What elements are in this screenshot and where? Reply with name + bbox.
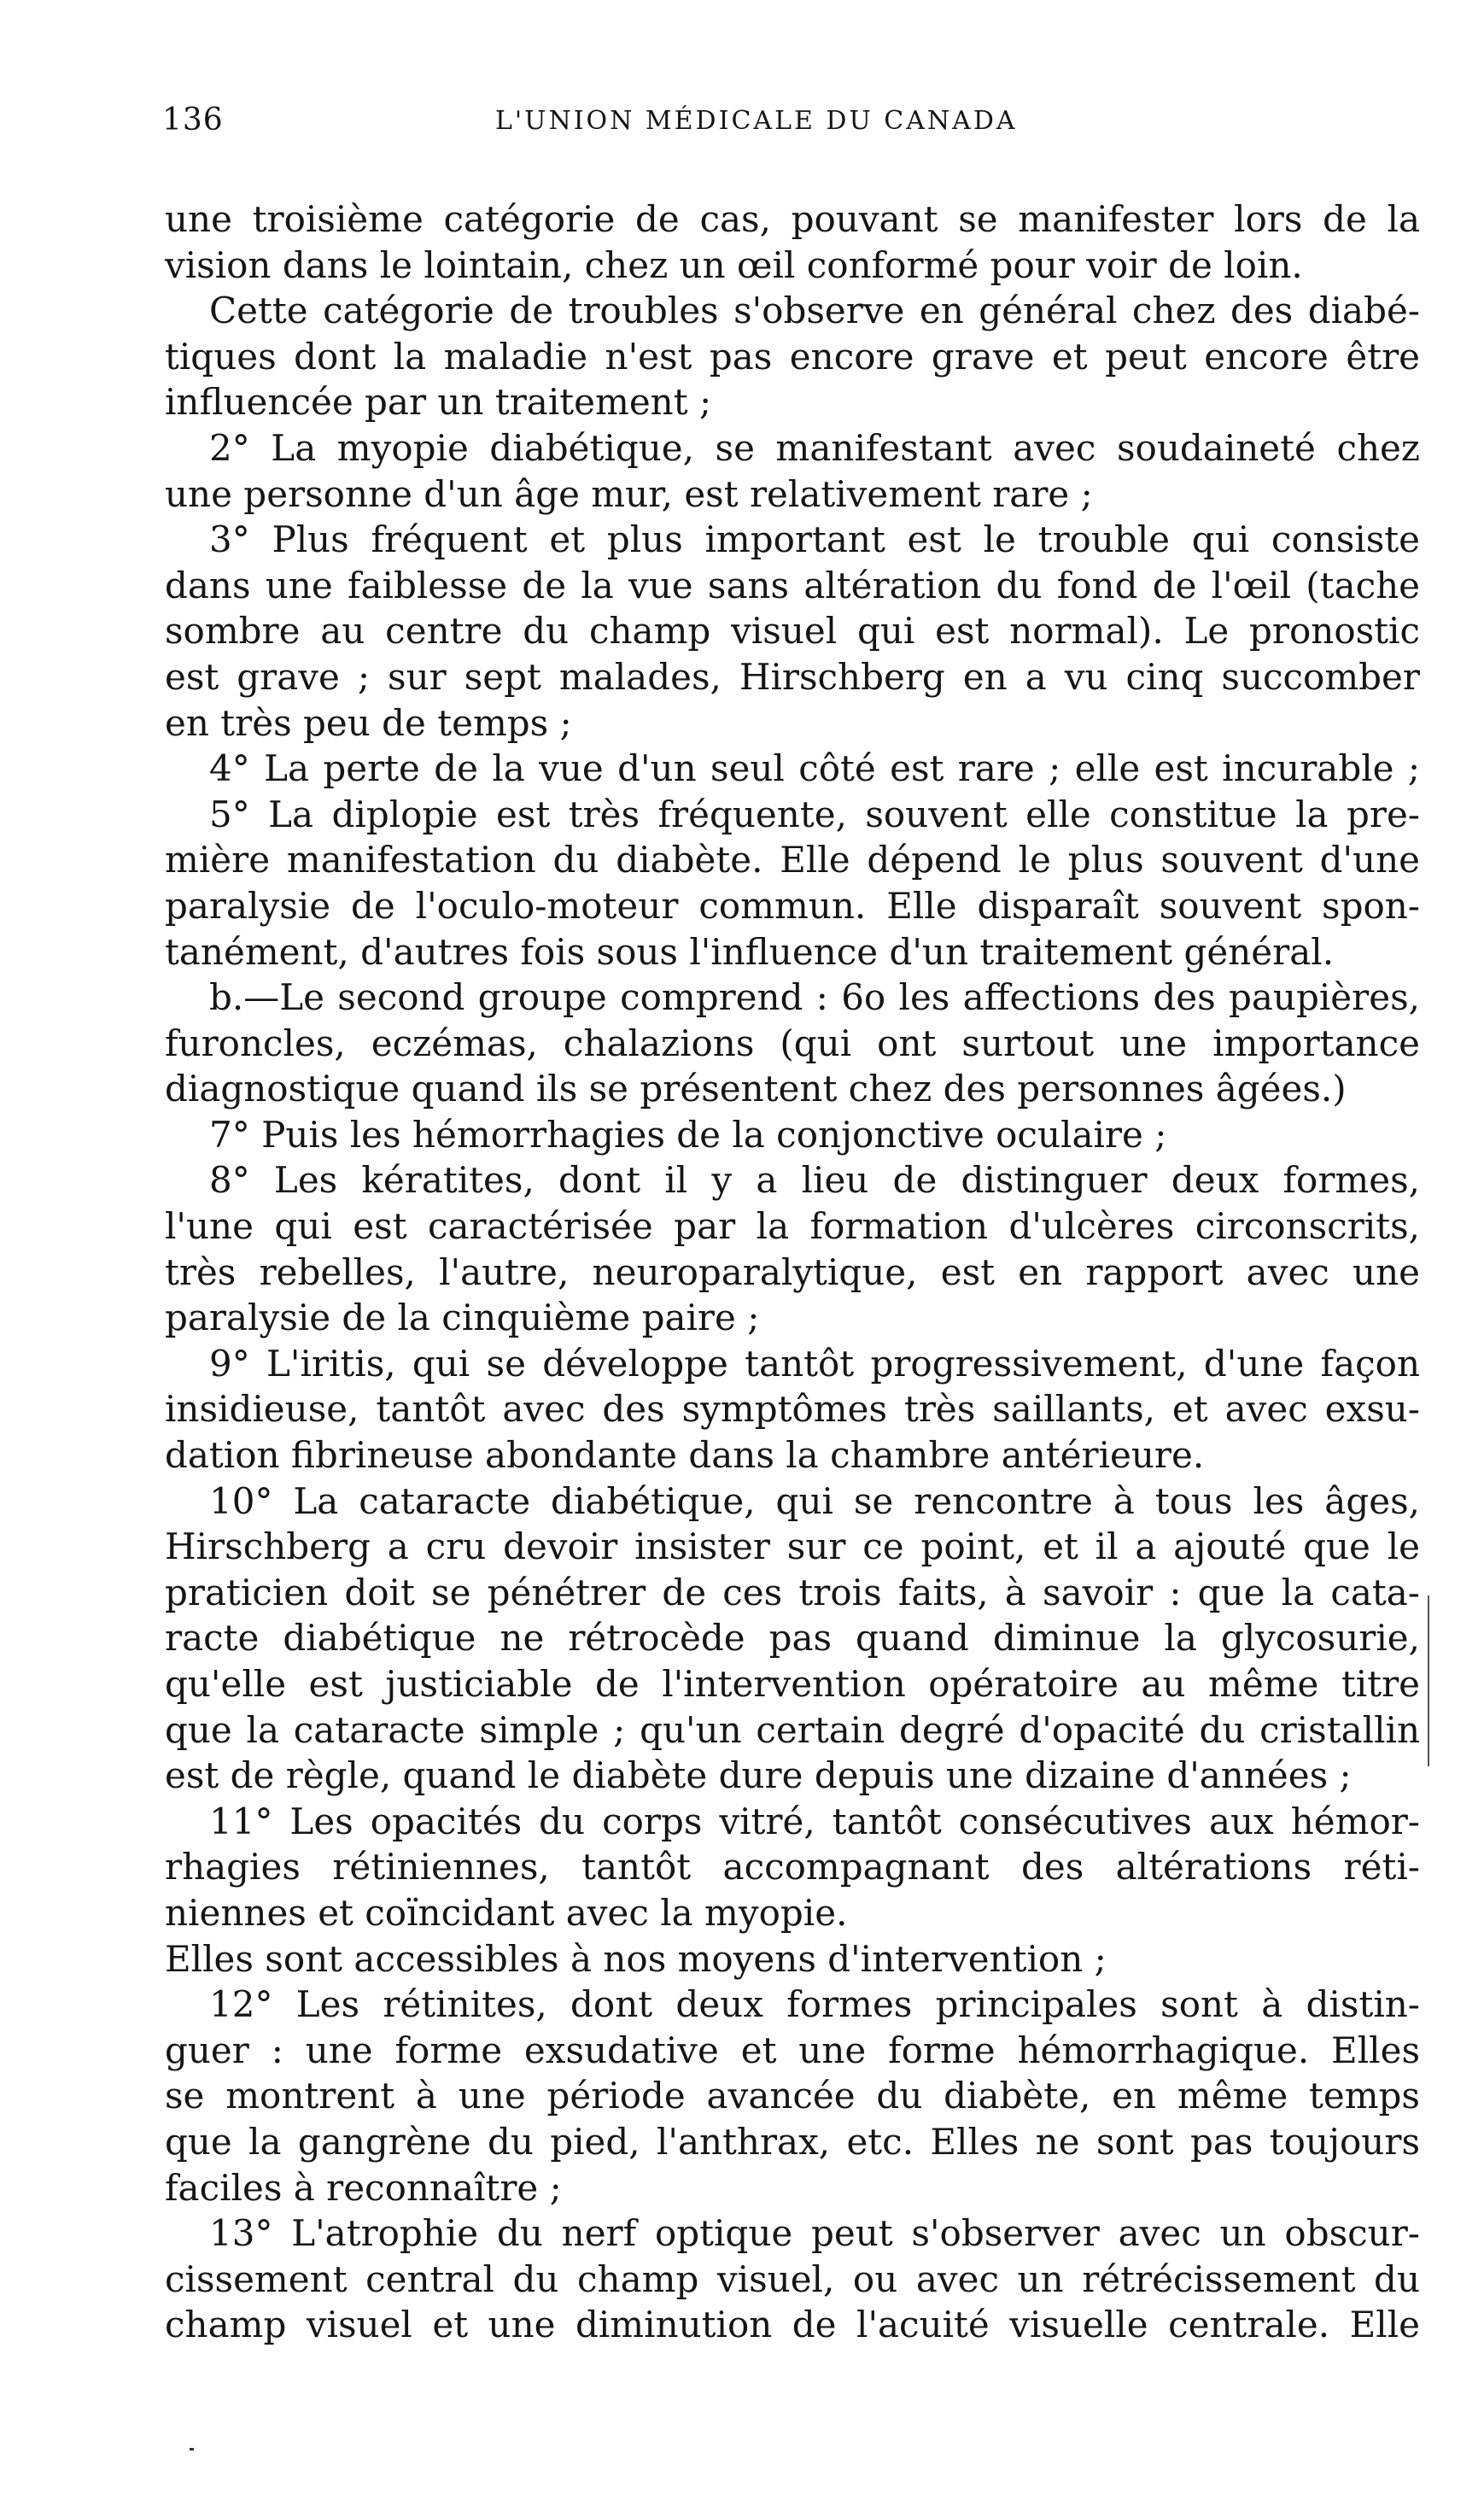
text-line: champ visuel et une diminution de l'acuité visuelle centrale. Elle: [165, 2304, 1420, 2346]
text-line: Elles sont accessibles à nos moyens d'intervention ;: [165, 1937, 1107, 1980]
text-line: paralysie de l'oculo-moteur commun. Elle disparaît souvent spon-: [165, 884, 1420, 927]
text-line: en très peu de temps ;: [165, 701, 572, 744]
page-number: 136: [162, 102, 224, 138]
text-line: diagnostique quand ils se présentent chez des personnes âgées.): [165, 1068, 1347, 1110]
text-line: très rebelles, l'autre, neuroparalytique, est en rapport avec une: [165, 1250, 1420, 1293]
text-line: 10° La cataracte diabétique, qui se rencontre à tous les âges,: [209, 1479, 1420, 1522]
text-line: est de règle, quand le diabète dure depuis une dizaine d'années ;: [165, 1754, 1352, 1797]
text-line: faciles à reconnaître ;: [165, 2166, 562, 2209]
text-line: l'une qui est caractérisée par la formation d'ulcères circonscrits,: [165, 1205, 1420, 1248]
text-line: qu'elle est justiciable de l'intervention opératoire au même titre: [165, 1663, 1420, 1705]
text-line: dans une faiblesse de la vue sans altération du fond de l'œil (tache: [165, 564, 1420, 606]
text-line: Hirschberg a cru devoir insister sur ce point, et il a ajouté que le: [165, 1525, 1420, 1568]
text-line: vision dans le lointain, chez un œil conformé pour voir de loin.: [165, 243, 1303, 286]
text-line: que la cataracte simple ; qu'un certain degré d'opacité du cristallin: [165, 1708, 1420, 1751]
scan-speck: [190, 2448, 194, 2451]
text-line: que la gangrène du pied, l'anthrax, etc. Elles ne sont pas toujours: [165, 2120, 1420, 2163]
text-line: une personne d'un âge mur, est relativement rare ;: [165, 472, 1093, 515]
text-line: dation fibrineuse abondante dans la chambre antérieure.: [165, 1434, 1205, 1477]
text-line: niennes et coïncidant avec la myopie.: [165, 1891, 848, 1934]
text-line: insidieuse, tantôt avec des symptômes très saillants, et avec exsu-: [165, 1388, 1420, 1431]
text-line: 3° Plus fréquent et plus important est le trouble qui consiste: [209, 518, 1420, 561]
text-line: Cette catégorie de troubles s'observe en général chez des diabé-: [209, 290, 1420, 332]
text-line: une troisième catégorie de cas, pouvant se manifester lors de la: [165, 198, 1420, 240]
running-head: L'UNION MÉDICALE DU CANADA: [495, 106, 1018, 136]
text-line: 5° La diplopie est très fréquente, souvent elle constitue la pre-: [209, 793, 1420, 835]
text-line: racte diabétique ne rétrocède pas quand diminue la glycosurie,: [165, 1617, 1420, 1660]
text-line: furoncles, eczémas, chalazions (qui ont surtout une importance: [165, 1022, 1420, 1064]
text-line: b.—Le second groupe comprend : 6o les affections des paupières,: [209, 976, 1420, 1019]
text-line: est grave ; sur sept malades, Hirschberg en a vu cinq succomber: [165, 655, 1420, 698]
body-text: [165, 196, 1420, 2348]
text-line: cissement central du champ visuel, ou avec un rétrécissement du: [165, 2257, 1420, 2300]
text-line: rhagies rétiniennes, tantôt accompagnant des altérations réti-: [165, 1846, 1420, 1888]
text-line: praticien doit se pénétrer de ces trois faits, à savoir : que la cata-: [165, 1571, 1420, 1613]
margin-rule: [1428, 1596, 1429, 1766]
text-line: 11° Les opacités du corps vitré, tantôt consécutives aux hémor-: [209, 1800, 1420, 1842]
text-line: tiques dont la maladie n'est pas encore grave et peut encore être: [165, 335, 1420, 378]
page-header: [162, 102, 1460, 154]
text-line: se montrent à une période avancée du diabète, en même temps: [165, 2075, 1420, 2117]
text-line: sombre au centre du champ visuel qui est normal). Le pronostic: [165, 610, 1420, 653]
text-line: mière manifestation du diabète. Elle dépend le plus souvent d'une: [165, 839, 1420, 881]
text-line: tanément, d'autres fois sous l'influence d'un traitement général.: [165, 930, 1335, 973]
text-line: 2° La myopie diabétique, se manifestant avec soudaineté chez: [209, 426, 1420, 469]
text-line: paralysie de la cinquième paire ;: [165, 1297, 760, 1339]
text-line: 8° Les kératites, dont il y a lieu de distinguer deux formes,: [209, 1159, 1420, 1202]
text-line: 9° L'iritis, qui se développe tantôt progressivement, d'une façon: [209, 1342, 1420, 1385]
text-line: influencée par un traitement ;: [165, 381, 712, 424]
text-line: 12° Les rétinites, dont deux formes principales sont à distin-: [209, 1983, 1420, 2026]
text-line: 7° Puis les hémorrhagies de la conjonctive oculaire ;: [209, 1113, 1167, 1156]
text-line: guer : une forme exsudative et une forme hémorrhagique. Elles: [165, 2029, 1420, 2071]
text-line: 13° L'atrophie du nerf optique peut s'observer avec un obscur-: [209, 2212, 1420, 2255]
text-line: 4° La perte de la vue d'un seul côté est rare ; elle est incurable ;: [209, 747, 1420, 790]
